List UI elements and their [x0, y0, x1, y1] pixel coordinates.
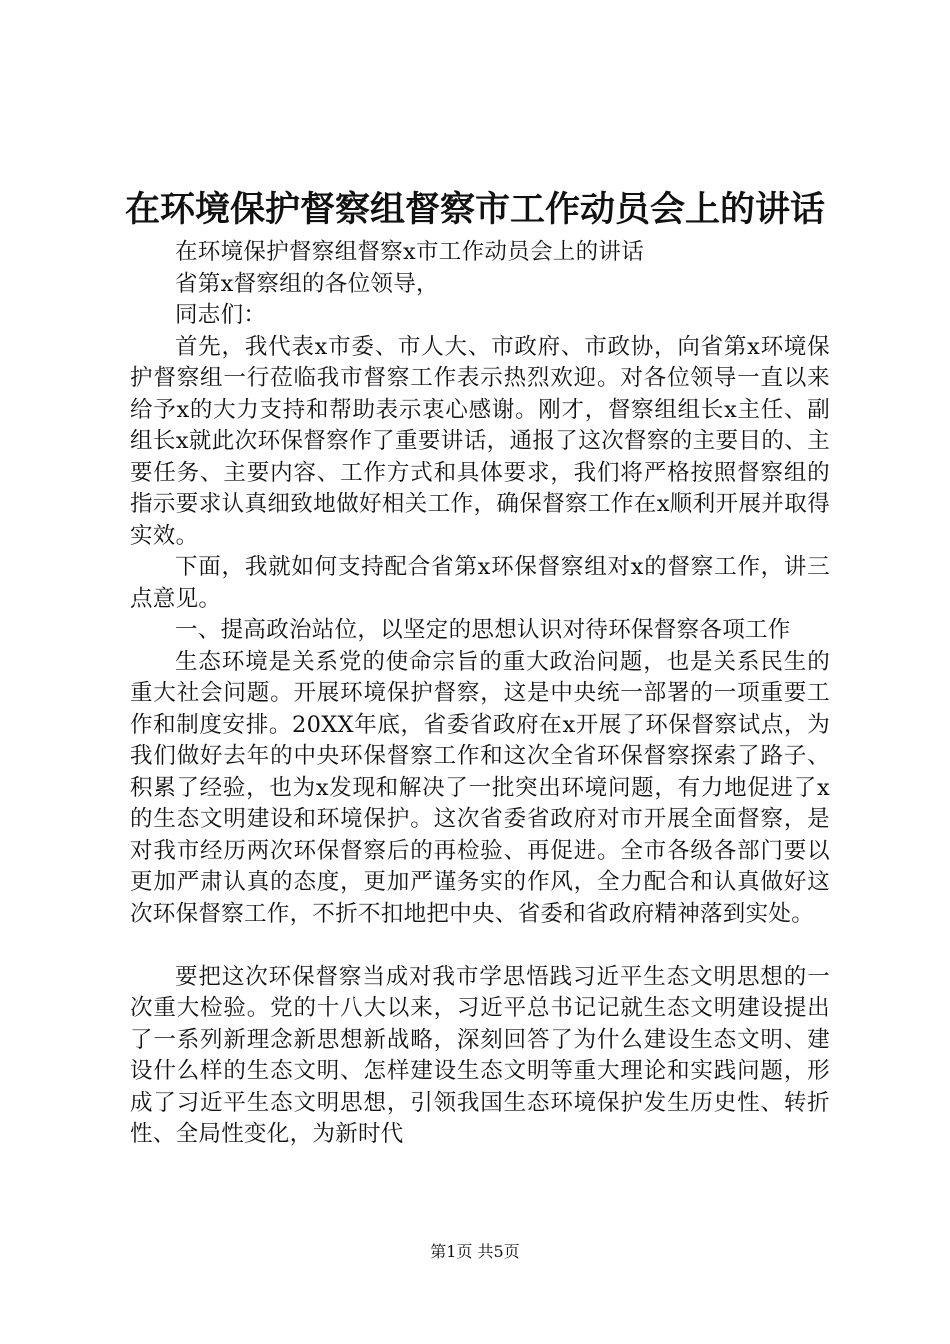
section-heading: 一、提高政治站位，以坚定的思想认识对待环保督察各项工作	[175, 617, 791, 643]
body-paragraph: 生态环境是关系党的使命宗旨的重大政治问题，也是关系民生的重大社会问题。开展环境保护督察，这是中央统一部署的一项重要工作和制度安排。20XX年底，省委省政府在x开展了环保督察试点，为我们做好去年的中央环保督察工作和这次全省环保督察探索了路子、积累了经验，也为x发现和解决了一批突出环境问题，有力地促进了x的生态文明建设和环境保护。这次省委省政府对市开展全面督察，是对我市经历两次环保督察后的再检验、再促进。全市各级各部门要以更加严肃认真的态度，更加严谨务实的作风，全力配合和认真做好这次环保督察工作，不折不扣地把中央、省委和省政府精神落到实处。	[130, 648, 830, 927]
salutation-paragraph: 省第x督察组的各位领导，	[175, 270, 439, 297]
document-title: 在环境保护督察组督察市工作动员会上的讲话	[124, 190, 825, 230]
body-paragraph: 首先，我代表x市委、市人大、市政府、市政协，向省第x环境保护督察组一行莅临我市督察工作表示热烈欢迎。对各位领导一直以来给予x的大力支持和帮助表示衷心感谢。刚才，督察组组长x主任、副组长x就此次环保督察作了重要讲话，通报了这次督察的主要目的、主要任务、主要内容、工作方式和具体要求，我们将严格按照督察组的指示要求认真细致地做好相关工作，确保督察工作在x顺利开展并取得实效。	[130, 333, 830, 549]
body-paragraph: 下面，我就如何支持配合省第x环保督察组对x的督察工作，讲三点意见。	[130, 554, 830, 612]
body-paragraph: 要把这次环保督察当成对我市学思悟践习近平生态文明思想的一次重大检验。党的十八大以来，习近平总书记记就生态文明建设提出了一系列新理念新思想新战略，深刻回答了为什么建设生态文明、建设什么样的生态文明、怎样建设生态文明等重大理论和实践问题，形成了习近平生态文明思想，引领我国生态环境保护发生历史性、转折性、全局性变化，为新时代	[130, 963, 830, 1147]
page-footer: 第1页 共5页	[430, 1242, 520, 1261]
document-body	[130, 237, 830, 1151]
subtitle-paragraph: 在环境保护督察组督察x市工作动员会上的讲话	[175, 239, 644, 265]
salutation-paragraph: 同志们：	[175, 302, 267, 328]
